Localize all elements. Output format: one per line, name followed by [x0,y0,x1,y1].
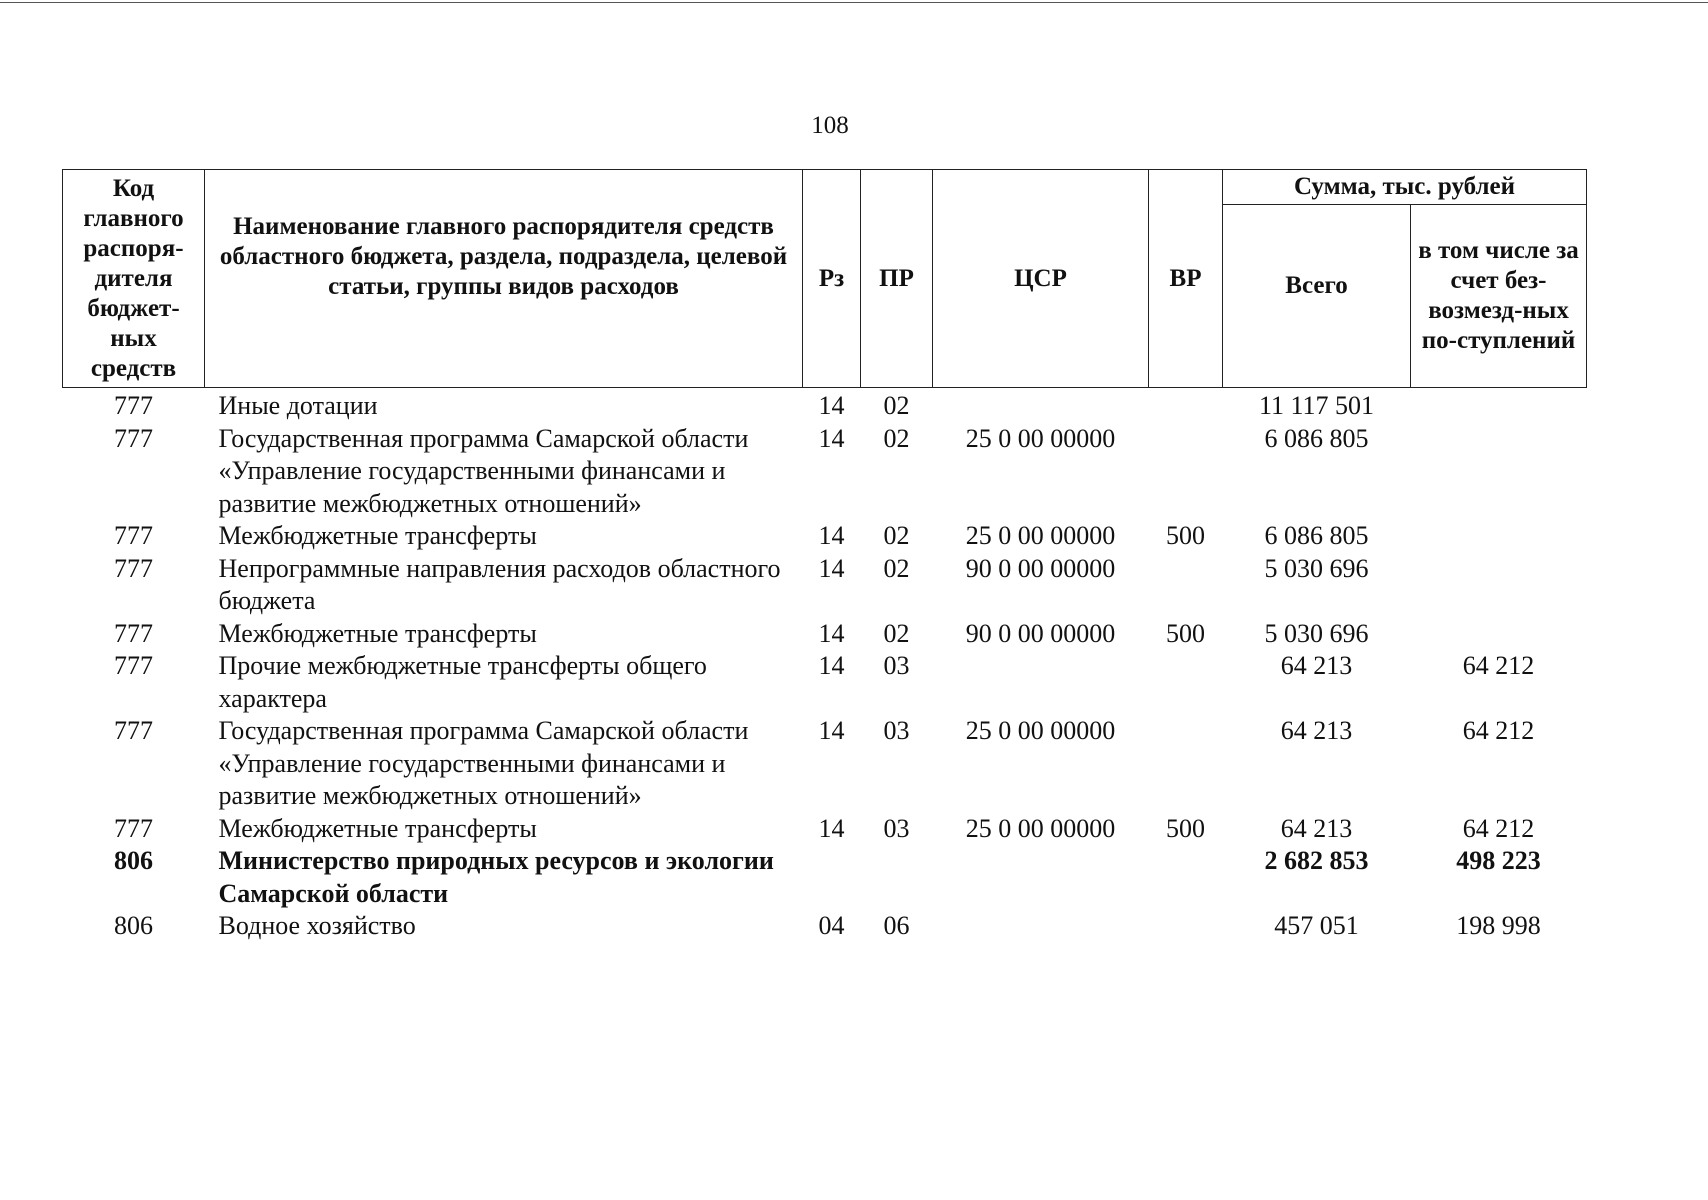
cell-csr [933,650,1149,715]
header-total: Всего [1223,205,1411,388]
cell-csr [933,910,1149,943]
cell-vr: 500 [1166,618,1205,648]
cell-rz: 14 [818,651,845,680]
cell-rz: 14 [818,391,845,420]
cell-vr [1149,650,1223,715]
cell-rz: 14 [818,618,845,648]
cell-rz: 14 [818,553,845,583]
table-row [63,520,1587,553]
cell-pr: 02 [883,618,910,648]
cell-name: Водное хозяйство [218,911,416,940]
cell-csr: 25 0 00 00000 [965,813,1116,843]
cell-name: Государственная программа Самарской области «Управление государственными финансами и развитие межбюджетных отношений» [218,716,749,810]
cell-csr [933,388,1149,423]
cell-name: Межбюджетные трансферты [218,813,537,843]
cell-total: 64 213 [1280,651,1353,680]
cell-total: 64 213 [1280,813,1353,843]
cell-name: Иные дотации [218,391,378,420]
cell-rz: 14 [818,521,845,550]
top-rule [0,2,1708,3]
table-row [63,423,1587,521]
cell-total: 6 086 805 [1264,521,1369,550]
cell-vr [1149,715,1223,813]
cell-code: 777 [114,391,153,420]
cell-csr: 25 0 00 00000 [965,521,1116,550]
cell-vr [1149,845,1223,910]
cell-free: 64 212 [1462,716,1535,745]
cell-pr: 03 [883,716,910,745]
cell-csr [933,845,1149,910]
table-row [63,715,1587,813]
cell-rz [803,845,861,910]
cell-name: Государственная программа Самарской области «Управление государственными финансами и развитие межбюджетных отношений» [218,423,749,518]
header-sum: Сумма, тыс. рублей [1223,170,1587,205]
header-free: в том числе за счет без-возмезд-ных по-ступлений [1411,205,1587,388]
header-csr: ЦСР [933,170,1149,388]
cell-code: 806 [114,911,153,940]
cell-free [1411,520,1587,553]
cell-pr: 03 [883,651,910,680]
cell-total: 2 682 853 [1264,846,1369,875]
cell-free [1411,423,1587,521]
cell-pr: 02 [883,553,910,583]
cell-csr: 90 0 00 00000 [965,553,1116,583]
cell-code: 806 [114,846,153,875]
cell-total: 5 030 696 [1264,618,1369,648]
cell-vr: 500 [1166,813,1205,843]
cell-name: Межбюджетные трансферты [218,618,537,648]
header-vr: ВР [1149,170,1223,388]
header-pr: ПР [861,170,933,388]
cell-pr [861,845,933,910]
cell-rz: 14 [818,716,845,745]
cell-name: Непрограммные направления расходов областного бюджета [218,553,781,615]
cell-rz: 04 [818,911,845,940]
cell-free [1411,553,1587,618]
cell-csr: 25 0 00 00000 [965,716,1116,745]
cell-code: 777 [114,521,153,550]
cell-code: 777 [114,618,153,648]
cell-csr: 90 0 00 00000 [965,618,1116,648]
header-code: Код главного распоря-дителя бюджет-ных средств [63,170,205,388]
cell-vr [1149,423,1223,521]
table-body [63,388,1587,943]
cell-pr: 03 [883,813,910,843]
cell-rz: 14 [818,423,845,453]
cell-vr [1149,910,1223,943]
cell-code: 777 [114,716,153,745]
header-name: Наименование главного распорядителя средств областного бюджета, раздела, подраздела, целевой статьи, группы видов расходов [205,170,803,388]
table-row [63,845,1587,910]
cell-pr: 02 [883,391,910,420]
cell-vr: 500 [1166,521,1205,550]
cell-free: 498 223 [1456,846,1541,875]
cell-total: 457 051 [1274,911,1359,940]
cell-pr: 02 [883,521,910,550]
cell-free: 198 998 [1456,911,1541,940]
page-number: 108 [811,112,849,139]
cell-name: Межбюджетные трансферты [218,521,537,550]
cell-pr: 06 [883,911,910,940]
cell-free [1411,388,1587,423]
cell-code: 777 [114,423,153,453]
cell-rz: 14 [818,813,845,843]
cell-total: 64 213 [1280,716,1353,745]
table-row [63,618,1587,651]
cell-free: 64 212 [1462,813,1535,843]
table-row [63,553,1587,618]
table-row [63,388,1587,423]
cell-vr [1149,553,1223,618]
budget-table [62,169,1587,943]
cell-free [1411,618,1587,651]
table-row [63,650,1587,715]
cell-total: 5 030 696 [1264,553,1369,583]
cell-name: Министерство природных ресурсов и экологии Самарской области [218,846,774,908]
cell-pr: 02 [883,423,910,453]
cell-code: 777 [114,651,153,680]
header-rz: Рз [803,170,861,388]
table-row [63,910,1587,943]
cell-code: 777 [114,813,153,843]
cell-code: 777 [114,553,153,583]
cell-vr [1149,388,1223,423]
cell-free: 64 212 [1462,651,1535,680]
cell-total: 6 086 805 [1264,423,1369,453]
table-row [63,813,1587,846]
cell-csr: 25 0 00 00000 [965,423,1116,453]
cell-name: Прочие межбюджетные трансферты общего характера [218,651,707,713]
cell-total: 11 117 501 [1258,391,1375,420]
